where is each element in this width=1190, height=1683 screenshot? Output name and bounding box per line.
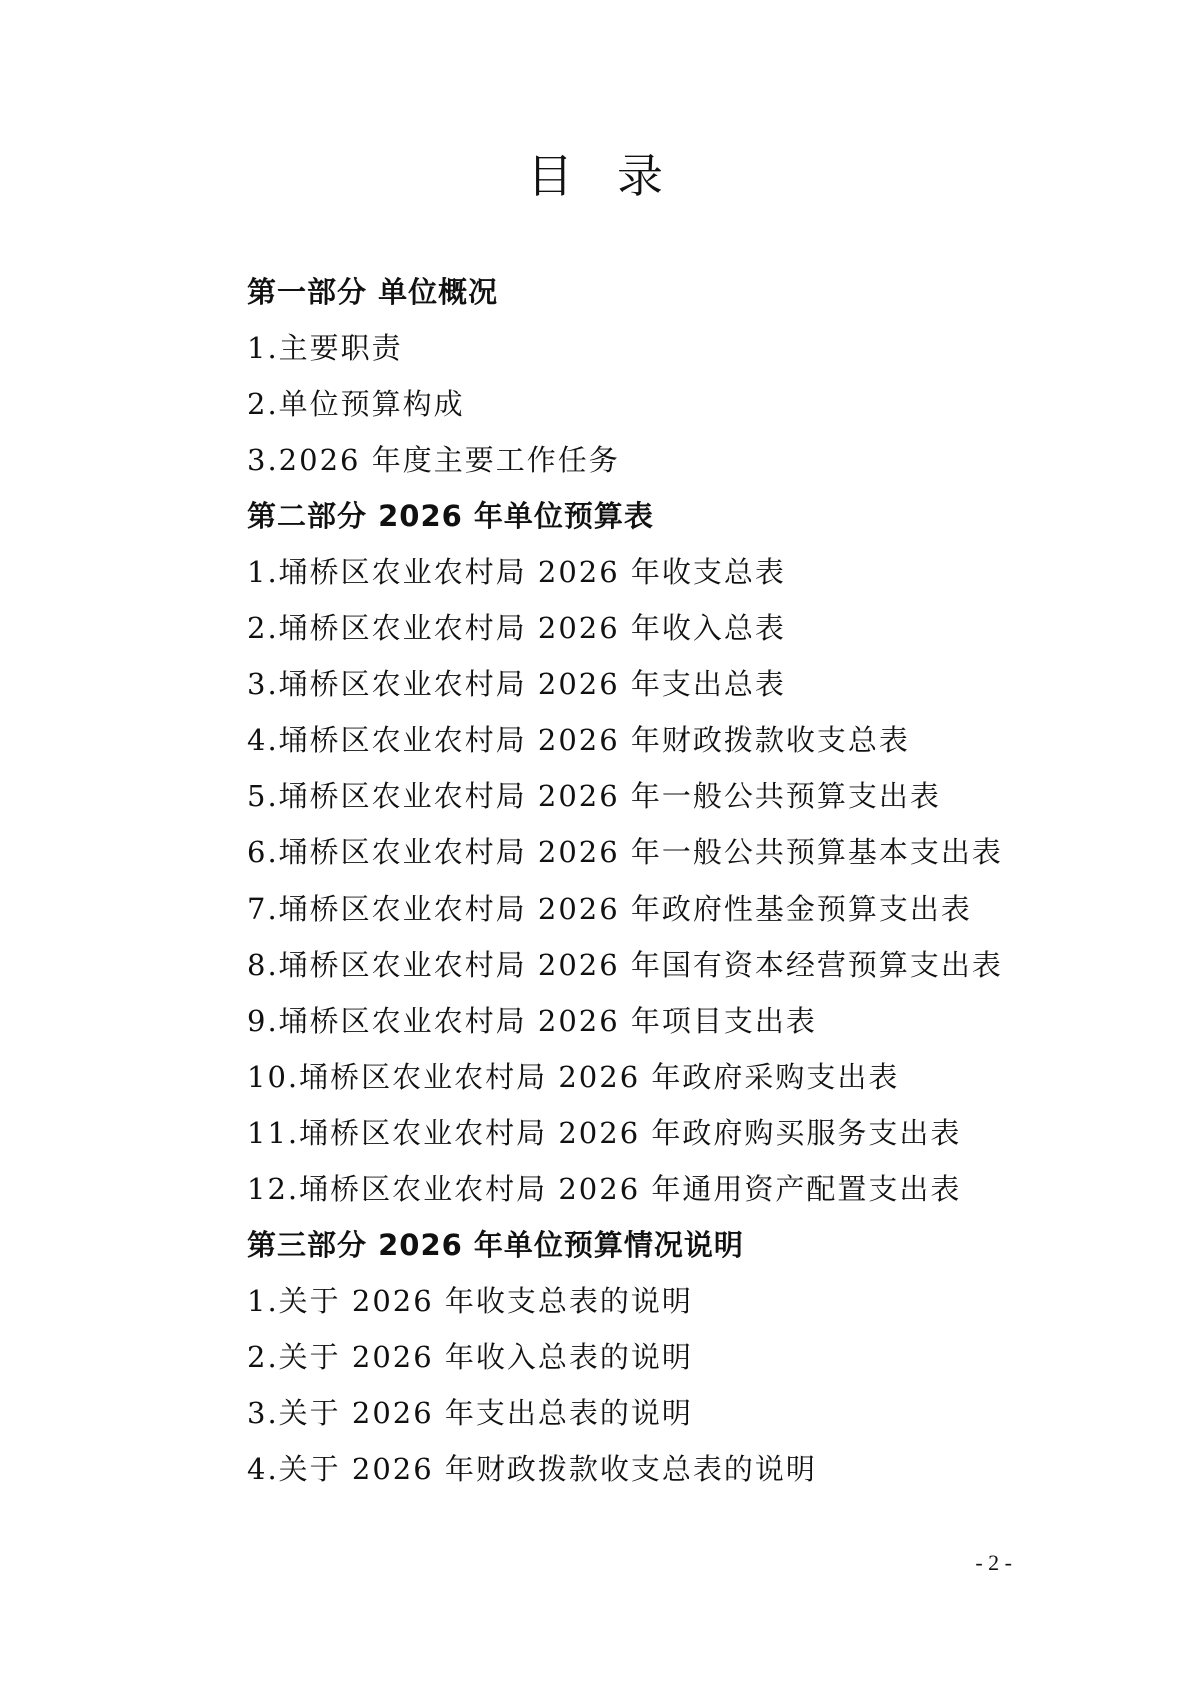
toc-item[interactable]: 8.埇桥区农业农村局 2026 年国有资本经营预算支出表 bbox=[247, 947, 1003, 982]
toc-item[interactable]: 7.埇桥区农业农村局 2026 年政府性基金预算支出表 bbox=[247, 891, 972, 926]
toc-item[interactable]: 11.埇桥区农业农村局 2026 年政府购买服务支出表 bbox=[247, 1115, 962, 1150]
toc-item[interactable]: 6.埇桥区农业农村局 2026 年一般公共预算基本支出表 bbox=[247, 835, 1003, 870]
page-number: - 2 - bbox=[975, 1550, 1012, 1575]
toc-item[interactable]: 12.埇桥区农业农村局 2026 年通用资产配置支出表 bbox=[247, 1171, 962, 1206]
toc-item[interactable]: 1.主要职责 bbox=[247, 331, 403, 366]
table-of-contents bbox=[247, 264, 1127, 1497]
toc-item[interactable]: 4.埇桥区农业农村局 2026 年财政拨款收支总表 bbox=[247, 723, 910, 758]
toc-item[interactable]: 9.埇桥区农业农村局 2026 年项目支出表 bbox=[247, 1003, 817, 1038]
toc-item[interactable]: 1.埇桥区农业农村局 2026 年收支总表 bbox=[247, 555, 786, 590]
toc-item[interactable]: 10.埇桥区农业农村局 2026 年政府采购支出表 bbox=[247, 1059, 900, 1094]
toc-item[interactable]: 3.2026 年度主要工作任务 bbox=[247, 443, 620, 478]
toc-section-heading[interactable]: 第二部分 2026 年单位预算表 bbox=[247, 499, 654, 534]
page-title bbox=[0, 148, 1190, 204]
toc-item[interactable]: 2.埇桥区农业农村局 2026 年收入总表 bbox=[247, 611, 786, 646]
toc-item[interactable]: 3.关于 2026 年支出总表的说明 bbox=[247, 1395, 693, 1430]
toc-item[interactable]: 4.关于 2026 年财政拨款收支总表的说明 bbox=[247, 1451, 817, 1486]
toc-section-heading[interactable]: 第三部分 2026 年单位预算情况说明 bbox=[247, 1227, 744, 1262]
toc-item[interactable]: 2.关于 2026 年收入总表的说明 bbox=[247, 1339, 693, 1374]
toc-item[interactable]: 5.埇桥区农业农村局 2026 年一般公共预算支出表 bbox=[247, 779, 941, 814]
toc-item[interactable]: 1.关于 2026 年收支总表的说明 bbox=[247, 1283, 693, 1318]
page-title-char-1: 目 bbox=[527, 149, 573, 203]
toc-item[interactable]: 3.埇桥区农业农村局 2026 年支出总表 bbox=[247, 667, 786, 702]
toc-item[interactable]: 2.单位预算构成 bbox=[247, 387, 465, 422]
page-title-char-2: 录 bbox=[617, 149, 663, 203]
toc-section-heading[interactable]: 第一部分 单位概况 bbox=[247, 275, 499, 309]
